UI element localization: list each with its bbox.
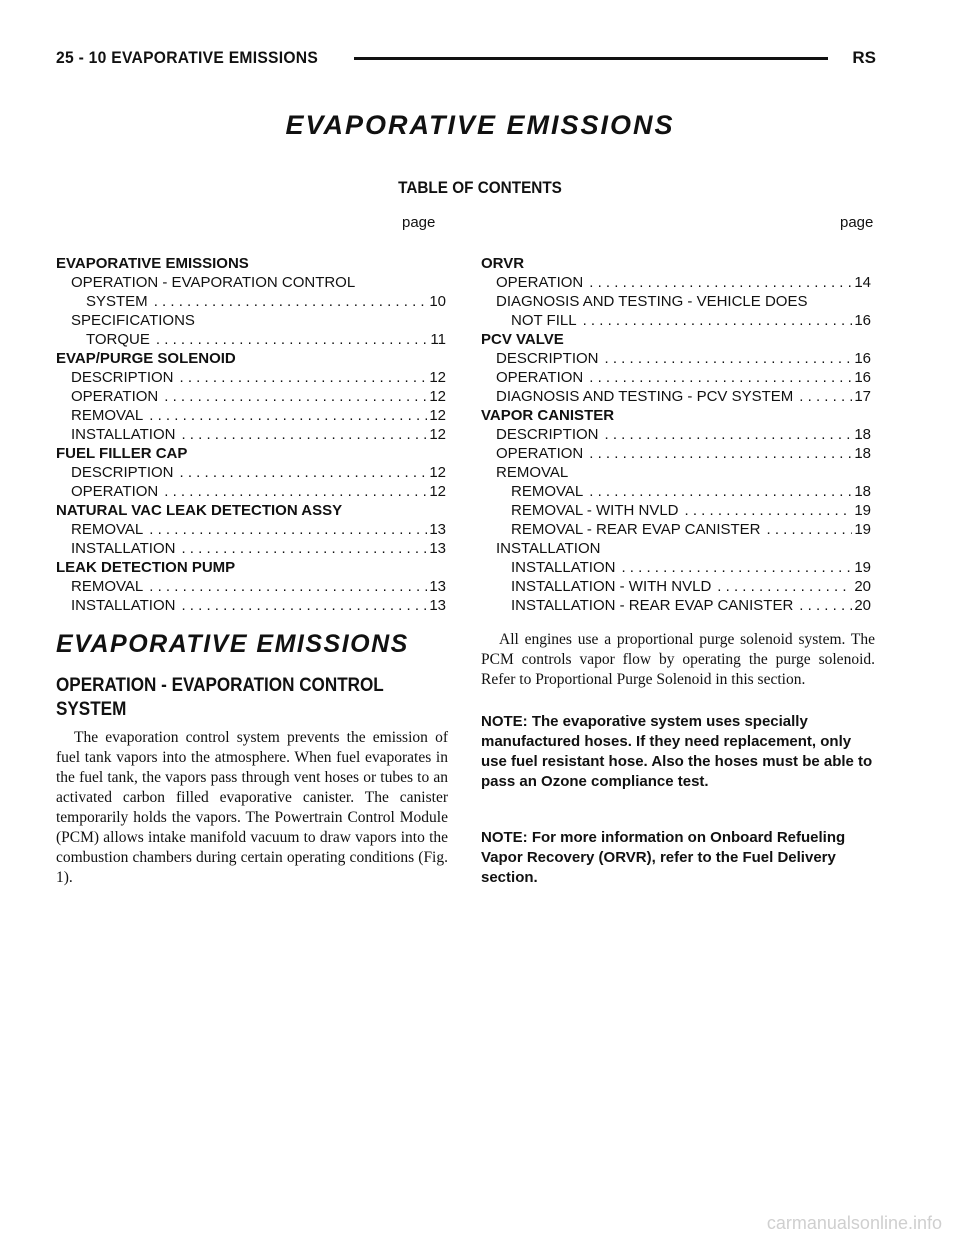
toc-entry — [56, 368, 446, 387]
toc-page-number: 19 — [854, 521, 871, 538]
toc-leader-dots — [685, 501, 853, 520]
toc-page-number: 20 — [854, 597, 871, 614]
toc-entry — [481, 311, 871, 330]
toc-entry — [56, 387, 446, 406]
toc-entry — [481, 273, 871, 292]
toc-entry-label: INSTALLATION — [71, 597, 176, 614]
toc-entry-label: REMOVAL — [71, 407, 144, 424]
toc-subheading: INSTALLATION — [496, 540, 601, 557]
toc-entry-label: DESCRIPTION — [71, 369, 174, 386]
toc-heading: EVAPORATIVE EMISSIONS — [56, 255, 249, 272]
toc-page-number: 12 — [429, 464, 446, 481]
note-hoses: NOTE: The evaporative system uses specially manufactured hoses. If they need replacement, only use fuel resistant hose. Also the hoses must be able to pass an Ozone compliance test. — [481, 713, 873, 790]
toc-entry-label: DESCRIPTION — [496, 350, 599, 367]
toc-entry-label: OPERATION — [496, 369, 584, 386]
toc-leader-dots — [181, 596, 427, 615]
toc-page-number: 18 — [854, 426, 871, 443]
toc-heading: ORVR — [481, 255, 525, 272]
toc-leader-dots — [149, 577, 427, 596]
toc-page-number: 18 — [854, 445, 871, 462]
toc-leader-dots — [799, 596, 852, 615]
toc-entry-label: OPERATION — [71, 483, 159, 500]
toc-subheading: DIAGNOSIS AND TESTING - VEHICLE DOES — [496, 293, 808, 310]
toc-leader-dots — [605, 425, 853, 444]
toc-entry-label: INSTALLATION — [71, 426, 176, 443]
toc-entry-label: NOT FILL — [511, 312, 577, 329]
toc-entry — [481, 520, 871, 539]
toc-page-number: 16 — [854, 312, 871, 329]
toc-leader-dots — [589, 273, 852, 292]
toc-leader-dots — [583, 311, 853, 330]
paragraph-1: The evaporation control system prevents the emission of fuel tank vapors into the atmosphere. When fuel evaporates in the fuel tank, the vapors pass through vent hoses or tubes to an activated carbon filled evaporative canister. The canister temporarily holds the vapors. The Powertrain Control Module (PCM) allows intake manifold vacuum to draw vapors into the combustion chambers during certain operating conditions (Fig. 1). — [56, 729, 448, 886]
toc-entry-label: TORQUE — [86, 331, 150, 348]
toc-page-number: 12 — [429, 407, 446, 424]
toc-leader-dots — [589, 368, 852, 387]
toc-entry — [481, 558, 871, 577]
toc-entry-label: DESCRIPTION — [71, 464, 174, 481]
toc-page-number: 20 — [854, 578, 871, 595]
toc-entry-label: OPERATION — [71, 388, 159, 405]
toc-entry-label: REMOVAL — [71, 578, 144, 595]
toc-entry-label: REMOVAL — [511, 483, 584, 500]
toc-leader-dots — [799, 387, 852, 406]
toc-entry-label: OPERATION — [496, 445, 584, 462]
toc-page-number: 12 — [429, 483, 446, 500]
toc-page-number: 14 — [854, 274, 871, 291]
toc-leader-dots — [181, 425, 427, 444]
toc-entry — [481, 349, 871, 368]
toc-page-number: 11 — [430, 331, 446, 348]
toc-entry — [481, 596, 871, 615]
toc-leader-dots — [621, 558, 852, 577]
toc-entry-label: REMOVAL - REAR EVAP CANISTER — [511, 521, 761, 538]
toc-entry — [481, 368, 871, 387]
toc-page-number: 13 — [429, 540, 446, 557]
toc-subheading: OPERATION - EVAPORATION CONTROL — [71, 274, 356, 291]
note-orvr: NOTE: For more information on Onboard Refueling Vapor Recovery (ORVR), refer to the Fuel Delivery section. — [481, 829, 846, 886]
toc-entry — [56, 596, 446, 615]
toc-left-column — [56, 254, 446, 615]
toc-page-number: 10 — [429, 293, 446, 310]
toc-page-number: 12 — [429, 369, 446, 386]
toc-heading: LEAK DETECTION PUMP — [56, 559, 236, 576]
toc-entry — [56, 292, 446, 311]
toc-page-label-right: page — [840, 214, 874, 231]
header-rule — [354, 57, 828, 60]
toc-page-label-left: page — [402, 214, 436, 231]
toc-entry — [481, 444, 871, 463]
toc-heading: EVAP/PURGE SOLENOID — [56, 350, 236, 367]
toc-page-number: 19 — [854, 559, 871, 576]
toc-leader-dots — [589, 482, 852, 501]
toc-right-column — [481, 254, 871, 615]
toc-entry-label: INSTALLATION — [71, 540, 176, 557]
toc-leader-dots — [164, 387, 427, 406]
toc-entry — [481, 387, 871, 406]
toc-leader-dots — [767, 520, 853, 539]
toc-subheading: REMOVAL — [496, 464, 569, 481]
toc-entry-label: INSTALLATION - REAR EVAP CANISTER — [511, 597, 794, 614]
toc-leader-dots — [164, 482, 427, 501]
toc-leader-dots — [156, 330, 429, 349]
toc-leader-dots — [180, 368, 428, 387]
watermark: carmanualsonline.info — [766, 1213, 942, 1233]
header-code: RS — [852, 48, 876, 67]
toc-heading: PCV VALVE — [481, 331, 564, 348]
toc-leader-dots — [717, 577, 852, 596]
toc-leader-dots — [154, 292, 428, 311]
page-header — [56, 48, 876, 72]
paragraph-2: All engines use a proportional purge solenoid system. The PCM controls vapor flow by operating the purge solenoid. Refer to Proportional Purge Solenoid in this section. — [481, 631, 875, 688]
toc-page-number: 18 — [854, 483, 871, 500]
toc-entry-label: DESCRIPTION — [496, 426, 599, 443]
toc-entry — [56, 463, 446, 482]
toc-subheading: SPECIFICATIONS — [71, 312, 195, 329]
toc-page-number: 12 — [429, 388, 446, 405]
toc-entry-label: REMOVAL — [71, 521, 144, 538]
toc-page-number: 17 — [854, 388, 871, 405]
toc-entry — [481, 501, 871, 520]
toc-entry — [56, 520, 446, 539]
toc-page-number: 13 — [429, 578, 446, 595]
toc-entry — [56, 330, 446, 349]
toc-leader-dots — [181, 539, 427, 558]
toc-entry — [56, 539, 446, 558]
toc-title: TABLE OF CONTENTS — [398, 178, 562, 197]
toc-page-number: 12 — [429, 426, 446, 443]
toc-entry-label: SYSTEM — [86, 293, 148, 310]
toc-entry-label: DIAGNOSIS AND TESTING - PCV SYSTEM — [496, 388, 794, 405]
page-title: EVAPORATIVE EMISSIONS — [285, 110, 675, 140]
toc-entry — [481, 425, 871, 444]
toc-entry-label: REMOVAL - WITH NVLD — [511, 502, 679, 519]
toc-page-number: 13 — [429, 521, 446, 538]
toc-leader-dots — [149, 520, 427, 539]
toc-leader-dots — [149, 406, 427, 425]
toc-page-number: 16 — [854, 369, 871, 386]
toc-entry — [56, 577, 446, 596]
toc-page-number: 16 — [854, 350, 871, 367]
section-subtitle: OPERATION - EVAPORATION CONTROL SYSTEM — [56, 675, 384, 720]
toc-entry — [481, 577, 871, 596]
toc-entry-label: INSTALLATION - WITH NVLD — [511, 578, 712, 595]
toc-entry — [56, 406, 446, 425]
toc-page-number: 13 — [429, 597, 446, 614]
toc-leader-dots — [605, 349, 853, 368]
toc-entry — [56, 425, 446, 444]
header-section-label: 25 - 10 EVAPORATIVE EMISSIONS — [56, 48, 319, 67]
toc-heading: FUEL FILLER CAP — [56, 445, 188, 462]
toc-entry-label: OPERATION — [496, 274, 584, 291]
toc-entry — [56, 482, 446, 501]
section-title: EVAPORATIVE EMISSIONS — [56, 630, 409, 658]
toc-leader-dots — [589, 444, 852, 463]
toc-entry-label: INSTALLATION — [511, 559, 616, 576]
toc-heading: NATURAL VAC LEAK DETECTION ASSY — [56, 502, 343, 519]
toc-page-number: 19 — [854, 502, 871, 519]
toc-leader-dots — [180, 463, 428, 482]
toc-heading: VAPOR CANISTER — [481, 407, 615, 424]
toc-entry — [481, 482, 871, 501]
